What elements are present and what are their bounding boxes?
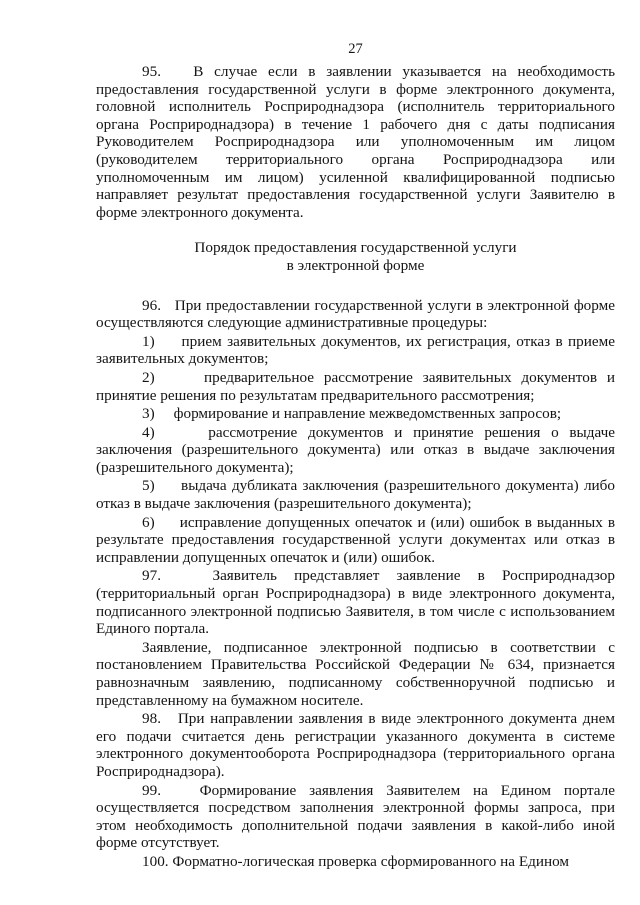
paragraph-98: 98. При направлении заявления в виде электронного документа днем его подачи считается день регистрации указанного документа в системе электронного документооборота Росприроднадзора (территориального органа Росприроднадзора).	[96, 710, 615, 780]
list-item-4: 4) рассмотрение документов и принятие решения о выдаче заключения (разрешительного документа) или отказ в выдаче заключения (разрешительного документа);	[96, 423, 615, 476]
paragraph-97: 97. Заявитель представляет заявление в Росприроднадзор (территориальный орган Росприроднадзора) в виде электронного документа, подписанного электронной подписью Заявителя, в том числе с использованием Единого портала.	[96, 567, 615, 638]
paragraph-97-continuation: Заявление, подписанное электронной подписью в соответствии с постановлением Правительства Российской Федерации № 634, признается равнозначным заявлению, подписанному собственноручной подписью и представленному на бумажном носителе.	[96, 638, 615, 709]
paragraph-96: 96. При предоставлении государственной услуги в электронной форме осуществляются следующие административные процедуры:	[96, 296, 615, 332]
paragraph-95: 95. В случае если в заявлении указывается на необходимость предоставления государственной услуги в форме электронного документа, головной исполнитель Росприроднадзора (исполнитель территориального органа Росприроднадзора) в течение 1 рабочего дня с даты подписания Руководителем Росприроднадзора или уполномоченным им лицом (руководителем территориального органа Росприроднадзора или уполномоченным им лицом) усиленной квалифицированной подписью направляет результат предоставления государственной услуги Заявителю в форме электронного документа.	[96, 63, 615, 221]
list-item-3: 3) формирование и направление межведомственных запросов;	[142, 405, 562, 423]
section-title-line-2: в электронной форме	[286, 256, 425, 274]
paragraph-100: 100. Форматно-логическая проверка сформированного на Едином	[142, 852, 570, 870]
section-title-line-1: Порядок предоставления государственной услуги	[194, 239, 517, 257]
list-item-1: 1) прием заявительных документов, их регистрация, отказ в приеме заявительных документов;	[96, 332, 615, 368]
list-item-6: 6) исправление допущенных опечаток и (или) ошибок в выданных в результате предоставления государственной услуги документах или отказ в исправлении допущенных опечаток и (или) ошибок.	[96, 513, 615, 566]
paragraph-99: 99. Формирование заявления Заявителем на Едином портале осуществляется посредством заполнения электронной формы запроса, при этом необходимость дополнительной подачи заявления в какой-либо иной форме отсутствует.	[96, 781, 615, 852]
list-item-5: 5) выдача дубликата заключения (разрешительного документа) либо отказ в выдаче заключения (разрешительного документа);	[96, 477, 615, 513]
list-item-2: 2) предварительное рассмотрение заявительных документов и принятие решения по результатам предварительного рассмотрения;	[96, 368, 615, 404]
section-title	[96, 239, 615, 274]
page-number: 27	[348, 41, 363, 57]
